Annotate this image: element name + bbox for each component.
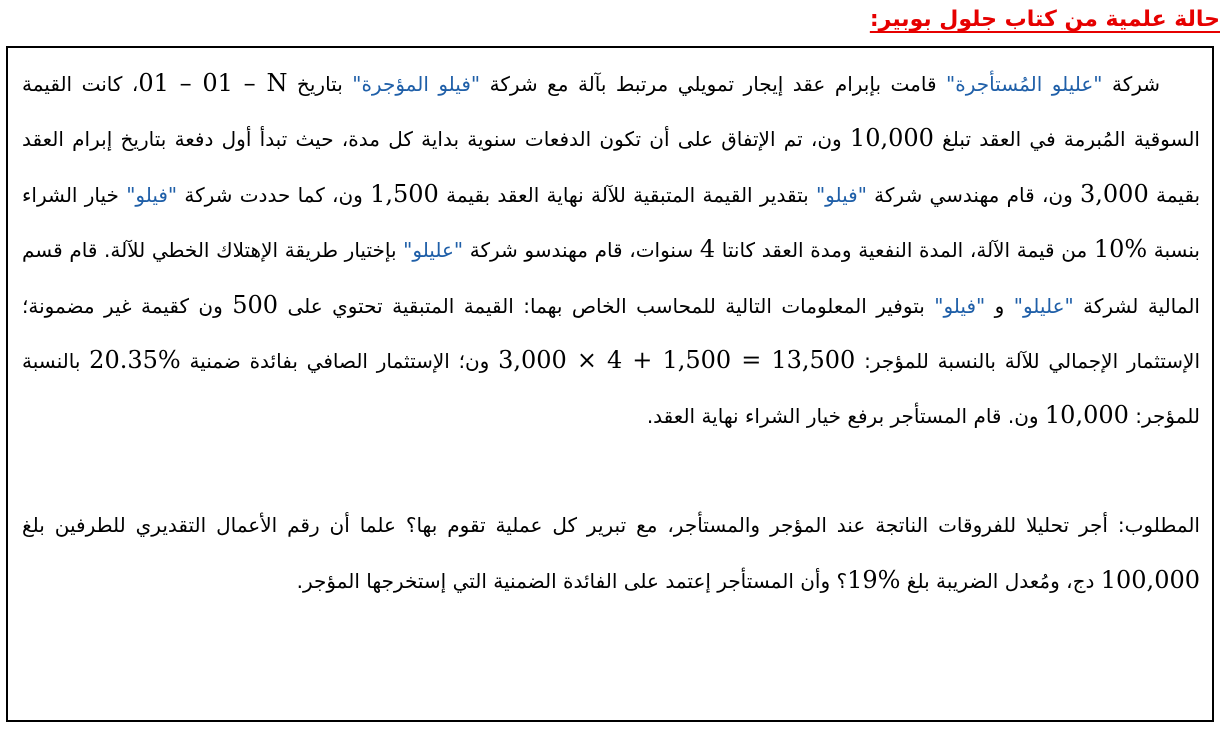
text-run: ون. قام المستأجر برفع خيار الشراء نهاية العقد.	[646, 404, 1045, 429]
text-run: ون، قام مهندسي شركة	[866, 182, 1081, 207]
paragraph-spacer	[22, 444, 1200, 498]
case-statement-paragraph	[22, 56, 1200, 444]
text-run: بالنسبة للمؤجر:	[22, 349, 1200, 429]
gross-investment-formula: 3,000 × 4 + 1,500 = 13,500	[498, 346, 856, 375]
residual-value: 1,500	[370, 179, 439, 208]
contract-date: 01 – 01 – N	[138, 69, 288, 97]
text-run: سنوات، قام مهندسو شركة	[463, 238, 700, 263]
lessee-company-name: "عليلو المُستأجرة"	[946, 72, 1103, 96]
purchase-option-rate: 10%	[1093, 235, 1148, 264]
text-run: المطلوب: أجر تحليلا للفروقات الناتجة عند المؤجر والمستأجر، مع تبرير كل عملية تقوم بها؟ علما أن رقم الأعمال التقديري للطرفين بلغ	[22, 513, 1200, 538]
text-run: و	[985, 293, 1014, 318]
lease-years: 4	[699, 235, 716, 264]
text-run: ؟ وأن المستأجر إعتمد على الفائدة الضمنية التي إستخرجها المؤجر.	[296, 568, 848, 593]
text-run: بإختيار طريقة الإهتلاك الخطي للآلة. قام قسم المالية لشركة	[22, 238, 1200, 318]
text-run: ، كانت القيمة السوقية المُبرمة في العقد تبلغ	[22, 72, 1200, 152]
text-run: دج، ومُعدل الضريبة بلغ	[900, 568, 1101, 593]
lessor-short-name: "فيلو"	[126, 182, 178, 207]
estimated-turnover: 100,000	[1100, 565, 1200, 594]
text-run: بتوفير المعلومات التالية للمحاسب الخاص بهما: القيمة المتبقية تحتوي على	[278, 293, 935, 318]
requirement-paragraph	[22, 498, 1200, 608]
text-run: بتقدير القيمة المتبقية للآلة نهاية العقد بقيمة	[438, 182, 816, 207]
text-run: ون كقيمة غير مضمونة؛ الإستثمار الإجمالي للآلة بالنسبة للمؤجر:	[22, 293, 1201, 374]
net-investment: 10,000	[1044, 401, 1129, 430]
unguaranteed-residual: 500	[232, 290, 279, 319]
lessor-short-name: "فيلو"	[934, 293, 986, 318]
tax-rate: 19%	[847, 565, 901, 594]
text-run: ون، تم الإتفاق على أن تكون الدفعات سنوية بداية كل مدة، حيث تبدأ أول دفعة بتاريخ إبرام العقد بقيمة	[22, 127, 1201, 207]
lessor-short-name: "فيلو"	[815, 182, 867, 207]
text-run: قامت بإبرام عقد إيجار تمويلي مرتبط بآلة مع شركة	[480, 72, 947, 96]
text-run: ون، كما حددت شركة	[177, 182, 371, 207]
contract-value: 10,000	[849, 124, 934, 153]
lessee-short-name: "عليلو"	[403, 238, 464, 263]
payment-amount: 3,000	[1080, 179, 1149, 208]
text-run: ون؛ الإستثمار الصافي بفائدة ضمنية	[180, 349, 499, 374]
lessor-company-name: "فيلو المؤجرة"	[352, 72, 481, 96]
implicit-interest-rate: 20.35%	[89, 346, 181, 375]
text-run: بتاريخ	[287, 72, 353, 96]
case-title: حالة علمية من كتاب جلول بوبير:	[869, 7, 1220, 32]
lessee-short-name: "عليلو"	[1013, 293, 1074, 318]
text-run: خيار الشراء بنسبة	[22, 182, 1200, 263]
text-run: من قيمة الآلة، المدة النفعية ومدة العقد كانتا	[715, 238, 1094, 263]
text-run: شركة	[1102, 72, 1161, 96]
case-text	[22, 56, 1200, 608]
case-box	[6, 46, 1214, 722]
